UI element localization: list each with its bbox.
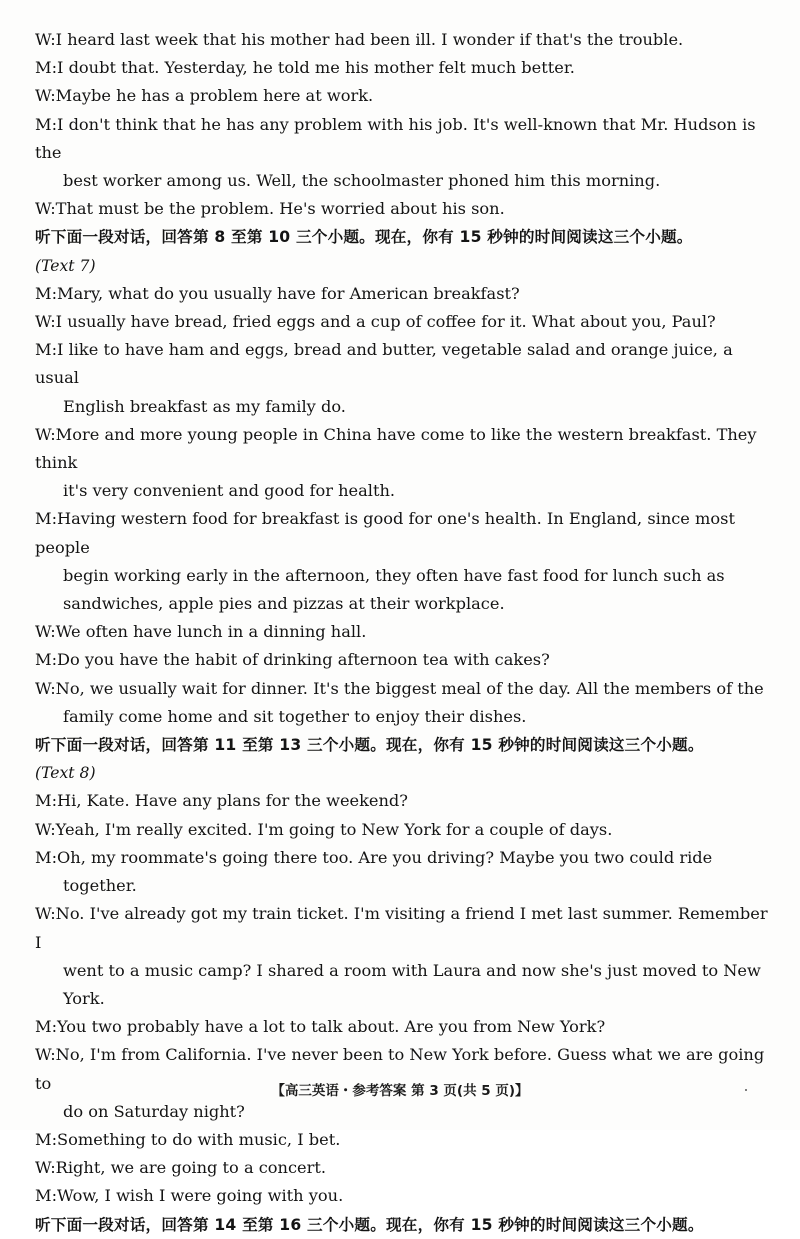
dialogue-line: M:Something to do with music, I bet.: [35, 1129, 341, 1149]
transcript-body: [35, 26, 770, 1239]
listening-instruction: 听下面一段对话，回答第 14 至第 16 三个小题。现在，你有 15 秒钟的时间阅读这三个小题。: [35, 1215, 704, 1234]
text-section-heading: (Text 7): [35, 256, 96, 275]
dialogue-line-continuation: together.: [63, 876, 137, 896]
dialogue-line-continuation: family come home and sit together to enjoy their dishes.: [63, 706, 527, 726]
dialogue-line: W:That must be the problem. He's worried about his son.: [35, 199, 505, 219]
dialogue-line: M:Wow, I wish I were going with you.: [35, 1186, 344, 1206]
dialogue-line: M:Mary, what do you usually have for American breakfast?: [35, 283, 520, 303]
dialogue-line: M:Hi, Kate. Have any plans for the weekend?: [35, 791, 408, 811]
dialogue-line: W:Right, we are going to a concert.: [35, 1158, 327, 1178]
dialogue-line: W:More and more young people in China have come to like the western breakfast. They think: [35, 424, 757, 473]
dialogue-line-continuation: sandwiches, apple pies and pizzas at their workplace.: [63, 594, 505, 614]
dialogue-line-continuation: do on Saturday night?: [63, 1101, 245, 1121]
dialogue-line: M:I doubt that. Yesterday, he told me his mother felt much better.: [35, 58, 575, 78]
dialogue-line-continuation: best worker among us. Well, the schoolmaster phoned him this morning.: [63, 171, 661, 191]
scan-speck: [745, 1089, 747, 1091]
dialogue-line-continuation: went to a music camp? I shared a room with Laura and now she's just moved to New: [63, 960, 761, 980]
dialogue-line: W:We often have lunch in a dinning hall.: [35, 622, 367, 642]
dialogue-line: W:No, we usually wait for dinner. It's the biggest meal of the day. All the members of the: [35, 678, 764, 698]
dialogue-line-continuation: York.: [63, 988, 105, 1008]
listening-instruction: 听下面一段对话，回答第 8 至第 10 三个小题。现在，你有 15 秒钟的时间阅读这三个小题。: [35, 228, 693, 247]
dialogue-line: M:Do you have the habit of drinking afternoon tea with cakes?: [35, 650, 550, 670]
dialogue-line: W:No. I've already got my train ticket. I'm visiting a friend I met last summer. Remember I: [35, 904, 768, 952]
dialogue-line: M:Oh, my roommate's going there too. Are you driving? Maybe you two could ride: [35, 847, 713, 867]
dialogue-line: M:You two probably have a lot to talk about. Are you from New York?: [35, 1017, 606, 1037]
dialogue-line-continuation: English breakfast as my family do.: [63, 396, 346, 416]
page-footer: 【高三英语・参考答案 第 3 页(共 5 页)】: [271, 1083, 529, 1099]
dialogue-line: W:I heard last week that his mother had been ill. I wonder if that's the trouble.: [35, 30, 684, 49]
dialogue-line-continuation: begin working early in the afternoon, they often have fast food for lunch such as: [63, 565, 725, 585]
dialogue-line: W:Maybe he has a problem here at work.: [35, 86, 374, 106]
text-section-heading: (Text 8): [35, 764, 96, 783]
dialogue-line: M:Having western food for breakfast is good for one's health. In England, since most people: [35, 509, 735, 557]
dialogue-line: M:I like to have ham and eggs, bread and butter, vegetable salad and orange juice, a usual: [35, 340, 733, 388]
dialogue-line: W:No, I'm from California. I've never been to New York before. Guess what we are going to: [35, 1045, 765, 1093]
dialogue-line: W:I usually have bread, fried eggs and a cup of coffee for it. What about you, Paul?: [35, 312, 716, 332]
listening-instruction: 听下面一段对话，回答第 11 至第 13 三个小题。现在，你有 15 秒钟的时间阅读这三个小题。: [35, 736, 704, 755]
dialogue-line: M:I don't think that he has any problem with his job. It's well-known that Mr. Hudson is the: [35, 114, 756, 162]
dialogue-line-continuation: it's very convenient and good for health.: [63, 481, 396, 501]
dialogue-line: W:Yeah, I'm really excited. I'm going to New York for a couple of days.: [35, 819, 613, 839]
